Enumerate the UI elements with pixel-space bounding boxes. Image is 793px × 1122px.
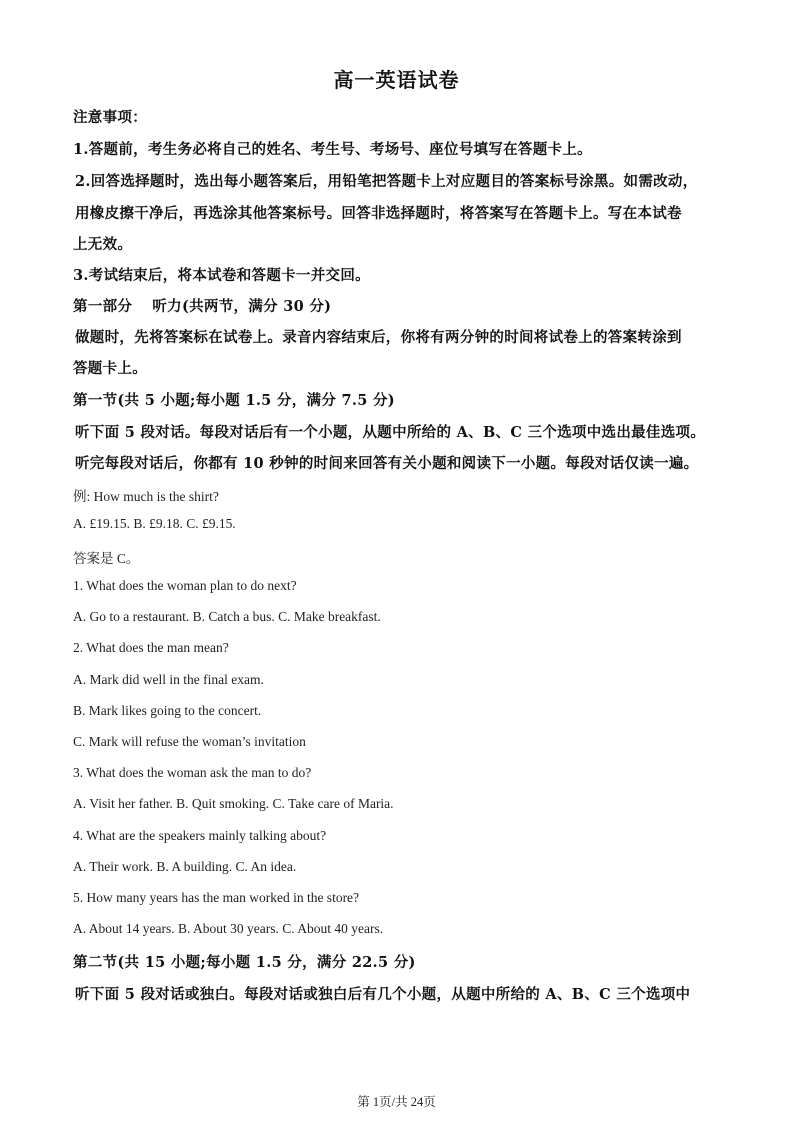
notice-item-1: 1.答题前，考生务必将自己的姓名、考生号、考场号、座位号填写在答题卡上。 (73, 141, 592, 158)
question-2-option-b: B. Mark likes going to the concert. (73, 703, 262, 718)
notice-item-2-line-1: 2.回答选择题时，选出每小题答案后，用铅笔把答题卡上对应题目的答案标号涂黑。如需改动， (75, 173, 698, 190)
section1-heading: 第一节(共 5 小题;每小题 1.5 分，满分 7.5 分) (73, 392, 395, 409)
question-5: 5. How many years has the man worked in the store? (73, 890, 360, 905)
question-2-option-c: C. Mark will refuse the woman’s invitation (73, 734, 306, 749)
page-title: 高一英语试卷 (333, 68, 460, 92)
notice-item-3: 3.考试结束后，将本试卷和答题卡一并交回。 (73, 267, 370, 284)
example-options: A. £19.15. B. £9.18. C. £9.15. (73, 516, 236, 531)
section1-instruction-line-1: 听下面 5 段对话。每段对话后有一个小题，从题中所给的 A、B、C 三个选项中选出最佳选项。 (75, 424, 706, 441)
question-3: 3. What does the woman ask the man to do? (73, 765, 312, 780)
part1-instruction-line-2: 答题卡上。 (73, 360, 147, 377)
question-5-options: A. About 14 years. B. About 30 years. C. About 40 years. (73, 921, 384, 936)
example-answer: 答案是 C。 (73, 551, 140, 566)
question-2-option-a: A. Mark did well in the final exam. (73, 672, 264, 687)
notice-item-2-line-2: 用橡皮擦干净后，再选涂其他答案标号。回答非选择题时，将答案写在答题卡上。写在本试卷 (75, 205, 682, 222)
question-4-options: A. Their work. B. A building. C. An idea. (73, 859, 297, 874)
part1-heading: 第一部分 听力(共两节，满分 30 分) (73, 298, 332, 315)
example-question: 例: How much is the shirt? (73, 489, 219, 504)
section2-heading: 第二节(共 15 小题;每小题 1.5 分，满分 22.5 分) (73, 954, 416, 971)
notice-item-2-line-3: 上无效。 (73, 236, 133, 253)
notice-heading: 注意事项： (73, 109, 147, 126)
part1-instruction-line-1: 做题时，先将答案标在试卷上。录音内容结束后，你将有两分钟的时间将试卷上的答案转涂到 (75, 329, 682, 346)
question-2: 2. What does the man mean? (73, 640, 229, 655)
question-4: 4. What are the speakers mainly talking about? (73, 828, 327, 843)
question-1-options: A. Go to a restaurant. B. Catch a bus. C. Make breakfast. (73, 609, 381, 624)
question-1: 1. What does the woman plan to do next? (73, 578, 297, 593)
section1-instruction-line-2: 听完每段对话后，你都有 10 秒钟的时间来回答有关小题和阅读下一小题。每段对话仅读一遍。 (75, 455, 699, 472)
section2-instruction-line-1: 听下面 5 段对话或独白。每段对话或独白后有几个小题，从题中所给的 A、B、C 三个选项中 (75, 986, 691, 1003)
question-3-options: A. Visit her father. B. Quit smoking. C. Take care of Maria. (73, 796, 394, 811)
page-number-footer: 第 1页/共 24页 (357, 1095, 436, 1109)
